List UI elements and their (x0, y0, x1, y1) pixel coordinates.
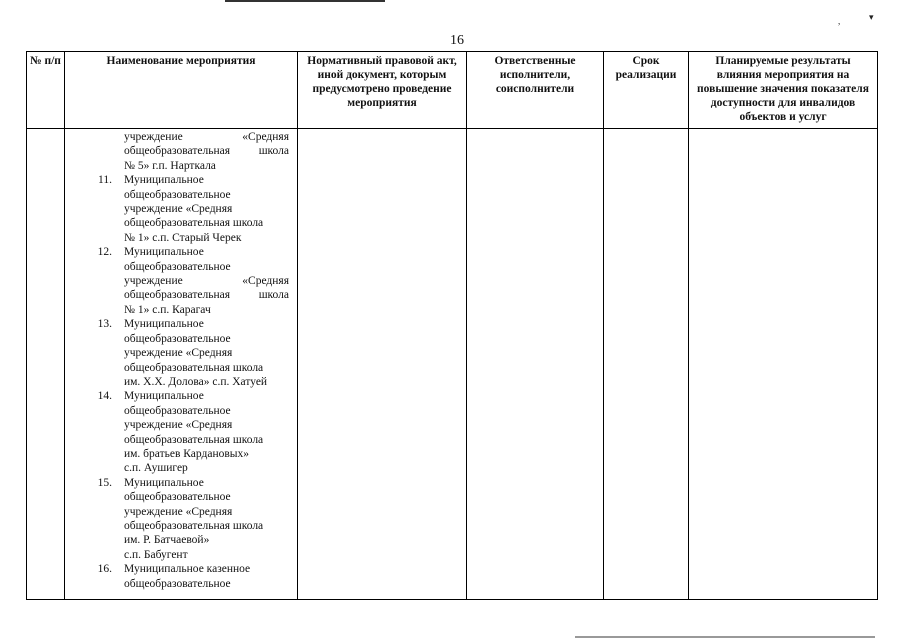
cell-act (298, 129, 467, 600)
items-list (27, 129, 299, 591)
item-text (124, 389, 289, 475)
item-line: учреждение «Средняя (124, 275, 289, 288)
item-text (124, 245, 289, 317)
item-line: Муниципальное (124, 390, 204, 403)
item-line: общеобразовательное (124, 491, 231, 504)
list-item (27, 389, 289, 475)
scan-artifact-line (575, 636, 875, 638)
scan-artifact-line (225, 0, 385, 2)
list-item (27, 317, 289, 389)
item-line: с.п. Аушигер (124, 462, 188, 475)
item-number: 12. (97, 246, 112, 259)
item-line: учреждение «Средняя (124, 203, 233, 216)
item-line: Муниципальное казенное (124, 563, 251, 576)
item-line: общеобразовательное (124, 404, 231, 417)
item-line: Муниципальное (124, 318, 204, 331)
item-line: с.п. Бабугент (124, 548, 188, 561)
list-item (27, 562, 289, 591)
item-text (124, 317, 289, 389)
item-number: 13. (97, 318, 112, 331)
item-line: Муниципальное (124, 476, 204, 489)
item-line: № 5» г.п. Нарткала (124, 159, 216, 172)
item-line: общеобразовательное (124, 577, 231, 590)
item-line: общеобразовательная школа (124, 289, 289, 302)
list-item (27, 173, 289, 245)
item-line: общеобразовательная школа (124, 433, 264, 446)
item-number: 14. (97, 390, 112, 403)
item-line: общеобразовательная школа (124, 361, 264, 374)
measures-table (26, 51, 878, 600)
item-number: 15. (97, 476, 112, 489)
item-line: общеобразовательное (124, 260, 231, 273)
item-text (124, 476, 289, 562)
cell-name (65, 129, 298, 600)
item-line: им. Х.Х. Долова» с.п. Хатуей (124, 375, 268, 388)
cell-term (604, 129, 689, 600)
header-term: Срок реализации (604, 52, 689, 129)
item-line: учреждение «Средняя (124, 419, 233, 432)
header-num: № п/п (27, 52, 65, 129)
item-line: Муниципальное (124, 174, 204, 187)
item-line: учреждение «Средняя (124, 347, 233, 360)
page-number: 16 (450, 33, 464, 48)
item-line: Муниципальное (124, 246, 204, 259)
list-item (27, 130, 289, 173)
header-act: Нормативный правовой акт, иной документ, которым предусмотрено проведение мероприятия (298, 52, 467, 129)
item-line: общеобразовательная школа (124, 145, 289, 158)
cell-executors (467, 129, 604, 600)
item-text (124, 130, 289, 173)
item-line: общеобразовательная школа (124, 519, 264, 532)
item-number: 16. (97, 563, 112, 576)
item-line: № 1» с.п. Старый Черек (124, 231, 242, 244)
list-item (27, 245, 289, 317)
table-header-row (27, 52, 878, 129)
item-text (124, 562, 289, 591)
item-line: им. братьев Кардановых» (124, 447, 250, 460)
item-line: им. Р. Батчаевой» (124, 534, 210, 547)
item-number (27, 130, 124, 173)
cell-results (689, 129, 878, 600)
scan-artifact-dot: ▾ (869, 12, 874, 22)
item-line: общеобразовательное (124, 332, 231, 345)
header-name: Наименование мероприятия (65, 52, 298, 129)
item-line: № 1» с.п. Карагач (124, 303, 211, 316)
item-text (124, 173, 289, 245)
scan-artifact-dot: , (838, 16, 841, 26)
header-results: Планируемые результаты влияния мероприятия на повышение значения показателя доступности для инвалидов объектов и услуг (689, 52, 878, 129)
item-line: общеобразовательное (124, 188, 231, 201)
item-line: учреждение «Средняя (124, 131, 289, 143)
header-executors: Ответственные исполнители, соисполнители (467, 52, 604, 129)
list-item (27, 476, 289, 562)
table-row (27, 129, 878, 600)
item-line: учреждение «Средняя (124, 505, 233, 518)
item-number: 11. (98, 174, 112, 187)
item-line: общеобразовательная школа (124, 217, 264, 230)
